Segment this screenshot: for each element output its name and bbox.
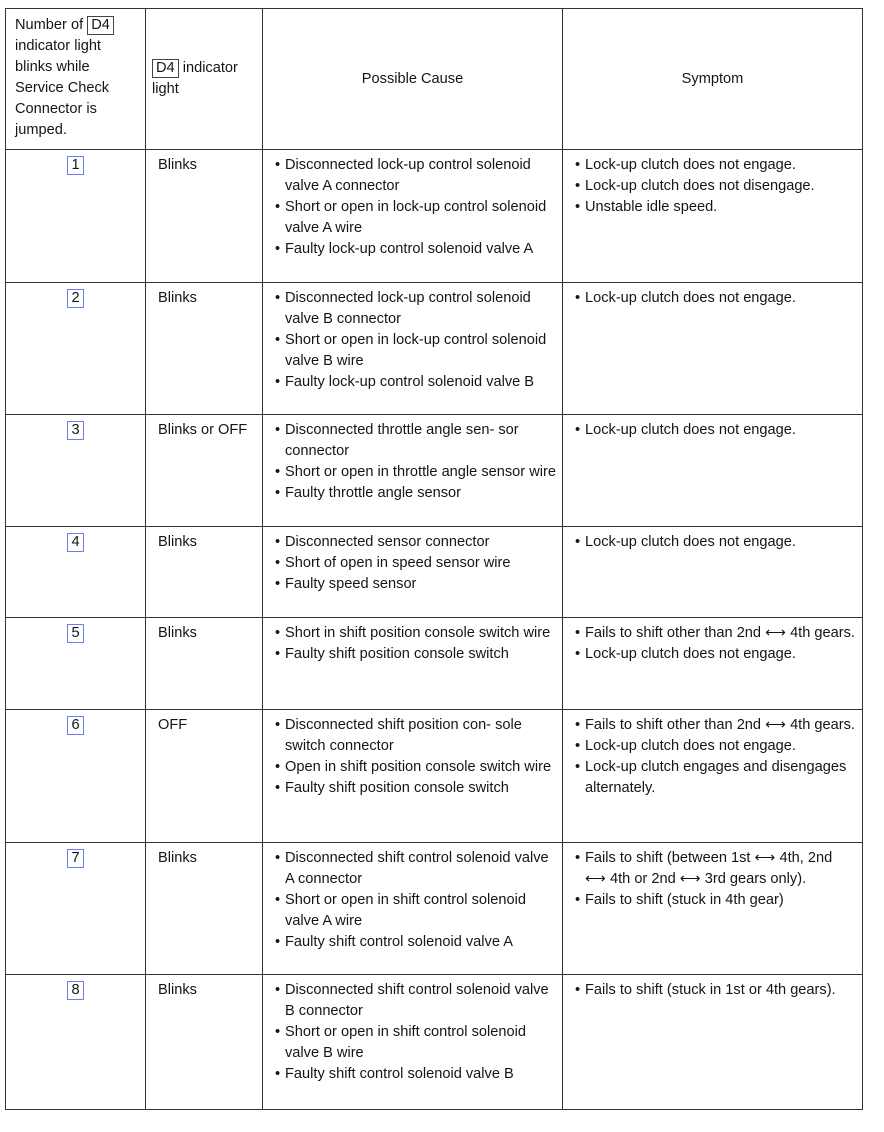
table-row	[6, 150, 863, 283]
blink-count-badge: 3	[67, 421, 83, 440]
d4-badge: D4	[87, 16, 114, 35]
symptom-cell	[563, 975, 863, 1110]
symptom-list	[563, 527, 862, 561]
blink-count-cell	[6, 975, 146, 1110]
causes-item: • Faulty shift position console switch	[275, 644, 556, 665]
header-row	[6, 9, 863, 150]
symptom-list	[563, 843, 862, 919]
blink-count-badge: 1	[67, 156, 83, 175]
blink-count-badge: 6	[67, 716, 83, 735]
symptoms-item: • Unstable idle speed.	[575, 197, 856, 218]
symptom-cell	[563, 618, 863, 710]
causes-item: • Disconnected lock-up control solenoid valve A connector	[275, 155, 556, 197]
blink-count-cell	[6, 710, 146, 843]
blink-count-badge: 2	[67, 289, 83, 308]
symptoms-item: • Fails to shift (stuck in 4th gear)	[575, 890, 856, 911]
possible-cause-cell	[263, 975, 563, 1110]
possible-cause-cell	[263, 710, 563, 843]
header-text: indicator light	[152, 60, 238, 97]
cause-list	[263, 527, 562, 603]
table-row	[6, 975, 863, 1110]
troubleshooting-table	[5, 8, 863, 1110]
cause-list	[263, 150, 562, 268]
indicator-light-cell: Blinks	[146, 618, 263, 710]
table-row	[6, 710, 863, 843]
causes-item: • Disconnected sensor connector	[275, 532, 556, 553]
causes-item: • Open in shift position console switch wire	[275, 757, 556, 778]
symptom-cell	[563, 527, 863, 618]
possible-cause-cell	[263, 415, 563, 527]
blink-count-cell	[6, 843, 146, 975]
causes-item: • Faulty shift position console switch	[275, 778, 556, 799]
causes-item: • Faulty throttle angle sensor	[275, 483, 556, 504]
cause-list	[263, 618, 562, 673]
table-row	[6, 415, 863, 527]
cause-list	[263, 975, 562, 1093]
causes-item: • Short or open in throttle angle sensor wire	[275, 462, 556, 483]
indicator-light-cell: Blinks	[146, 150, 263, 283]
cause-list	[263, 283, 562, 401]
symptom-list	[563, 150, 862, 226]
table-row	[6, 283, 863, 415]
symptoms-item: • Fails to shift (between 1st ⟷ 4th, 2nd ⟷ 4th or 2nd ⟷ 3rd gears only).	[575, 848, 856, 890]
causes-item: • Short or open in shift control solenoid valve B wire	[275, 1022, 556, 1064]
blink-count-badge: 8	[67, 981, 83, 1000]
causes-item: • Short of open in speed sensor wire	[275, 553, 556, 574]
header-symptom: Symptom	[563, 9, 863, 150]
symptom-cell	[563, 150, 863, 283]
blink-count-badge: 5	[67, 624, 83, 643]
header-text: indicator light blinks while Service Check Connector is jumped.	[15, 38, 110, 138]
symptoms-item: • Lock-up clutch does not disengage.	[575, 176, 856, 197]
blink-count-cell	[6, 527, 146, 618]
symptoms-item: • Lock-up clutch does not engage.	[575, 155, 856, 176]
causes-item: • Disconnected shift control solenoid valve B connector	[275, 980, 556, 1022]
symptoms-item: • Fails to shift (stuck in 1st or 4th gears).	[575, 980, 856, 1001]
blink-count-cell	[6, 283, 146, 415]
symptoms-item: • Lock-up clutch does not engage.	[575, 532, 856, 553]
possible-cause-cell	[263, 150, 563, 283]
d4-badge: D4	[152, 59, 179, 78]
indicator-light-cell: OFF	[146, 710, 263, 843]
symptom-cell	[563, 710, 863, 843]
symptom-cell	[563, 415, 863, 527]
possible-cause-cell	[263, 618, 563, 710]
table-row	[6, 527, 863, 618]
causes-item: • Faulty speed sensor	[275, 574, 556, 595]
indicator-light-cell: Blinks	[146, 975, 263, 1110]
cause-list	[263, 710, 562, 807]
possible-cause-cell	[263, 283, 563, 415]
symptoms-item: • Lock-up clutch does not engage.	[575, 736, 856, 757]
causes-item: • Short or open in lock-up control solenoid valve A wire	[275, 197, 556, 239]
blink-count-cell	[6, 415, 146, 527]
causes-item: • Disconnected throttle angle sen- sor connector	[275, 420, 556, 462]
symptom-cell	[563, 283, 863, 415]
causes-item: • Faulty lock-up control solenoid valve A	[275, 239, 556, 260]
symptoms-item: • Lock-up clutch engages and disengages alternately.	[575, 757, 856, 799]
symptoms-item: • Fails to shift other than 2nd ⟷ 4th gears.	[575, 715, 856, 736]
indicator-light-cell: Blinks	[146, 843, 263, 975]
header-possible-cause: Possible Cause	[263, 9, 563, 150]
possible-cause-cell	[263, 843, 563, 975]
indicator-light-cell: Blinks or OFF	[146, 415, 263, 527]
blink-count-badge: 4	[67, 533, 83, 552]
causes-item: • Short in shift position console switch wire	[275, 623, 556, 644]
symptom-list	[563, 415, 862, 449]
cause-list	[263, 843, 562, 961]
causes-item: • Disconnected shift position con- sole switch connector	[275, 715, 556, 757]
possible-cause-cell	[263, 527, 563, 618]
blink-count-cell	[6, 618, 146, 710]
table-row	[6, 843, 863, 975]
symptom-list	[563, 283, 862, 317]
symptoms-item: • Lock-up clutch does not engage.	[575, 288, 856, 309]
header-text: Number of	[15, 17, 84, 33]
header-blink-count	[6, 9, 146, 150]
symptoms-item: • Lock-up clutch does not engage.	[575, 420, 856, 441]
cause-list	[263, 415, 562, 512]
causes-item: • Faulty shift control solenoid valve B	[275, 1064, 556, 1085]
symptom-list	[563, 975, 862, 1009]
table-row	[6, 618, 863, 710]
symptom-list	[563, 710, 862, 807]
symptom-list	[563, 618, 862, 673]
causes-item: • Disconnected lock-up control solenoid valve B connector	[275, 288, 556, 330]
blink-count-cell	[6, 150, 146, 283]
indicator-light-cell: Blinks	[146, 527, 263, 618]
blink-count-badge: 7	[67, 849, 83, 868]
header-indicator-light	[146, 9, 263, 150]
causes-item: • Disconnected shift control solenoid valve A connector	[275, 848, 556, 890]
symptoms-item: • Lock-up clutch does not engage.	[575, 644, 856, 665]
causes-item: • Short or open in lock-up control solenoid valve B wire	[275, 330, 556, 372]
causes-item: • Faulty shift control solenoid valve A	[275, 932, 556, 953]
symptom-cell	[563, 843, 863, 975]
causes-item: • Faulty lock-up control solenoid valve B	[275, 372, 556, 393]
symptoms-item: • Fails to shift other than 2nd ⟷ 4th gears.	[575, 623, 856, 644]
indicator-light-cell: Blinks	[146, 283, 263, 415]
causes-item: • Short or open in shift control solenoid valve A wire	[275, 890, 556, 932]
